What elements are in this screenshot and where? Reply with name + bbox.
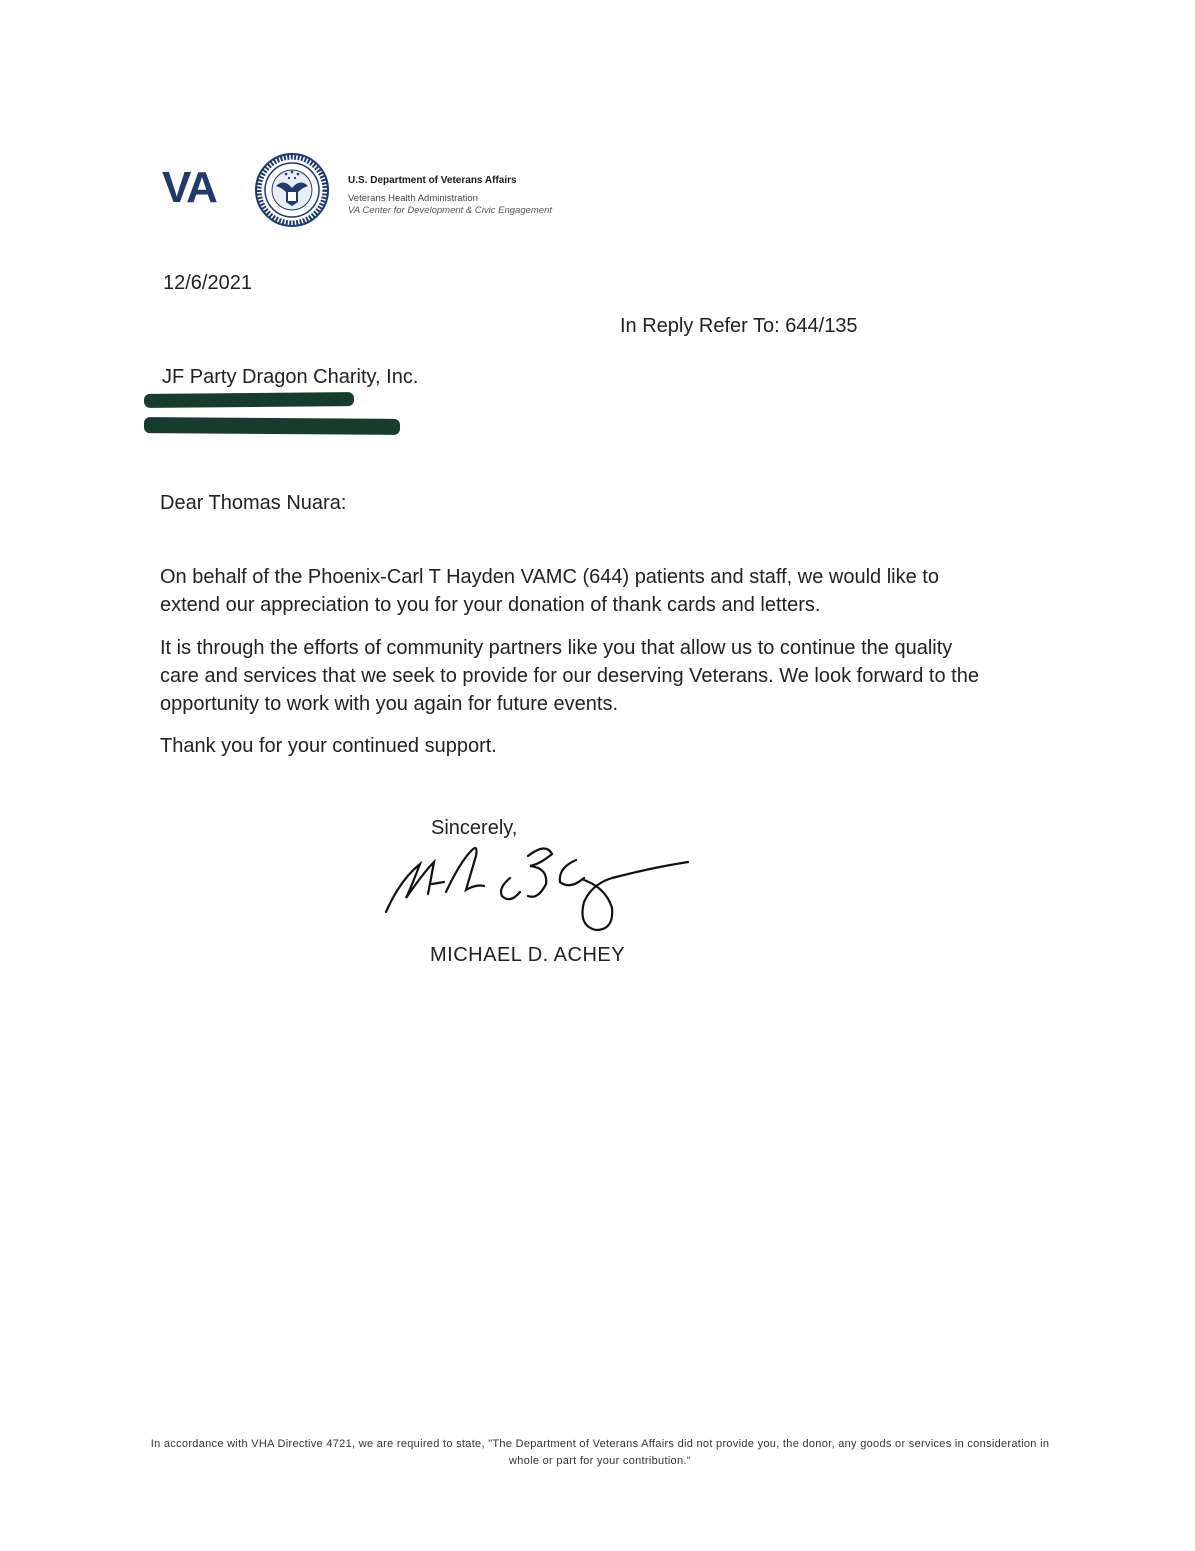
va-seal-icon: [254, 152, 330, 228]
department-name: U.S. Department of Veterans Affairs: [348, 175, 517, 186]
signature: [380, 832, 695, 942]
administration-name: Veterans Health Administration: [348, 193, 478, 204]
body-paragraph-1: On behalf of the Phoenix-Carl T Hayden VAMC (644) patients and staff, we would like to extend our appreciation to you for your donation of thank cards and letters.: [160, 566, 939, 616]
recipient-name: JF Party Dragon Charity, Inc.: [162, 366, 419, 388]
redacted-address-line-1: [144, 392, 354, 408]
reply-reference: In Reply Refer To: 644/135: [620, 315, 858, 337]
agency-block: [348, 174, 552, 218]
footer-disclaimer: In accordance with VHA Directive 4721, we are required to state, "The Department of Veterans Affairs did not provide you, the donor, any goods or services in consideration in whole or part for your contribution.": [150, 1438, 1050, 1467]
redacted-address-line-2: [144, 417, 400, 435]
va-logo: VA: [162, 163, 216, 212]
center-name: VA Center for Development & Civic Engagement: [348, 205, 552, 217]
body-paragraph-2: It is through the efforts of community partners like you that allow us to continue the quality care and services that we seek to provide for our deserving Veterans. We look forward to the opportunity to work with you again for future events.: [160, 637, 979, 715]
letter-date: 12/6/2021: [163, 272, 252, 294]
letterhead: [162, 152, 602, 232]
salutation: Dear Thomas Nuara:: [160, 492, 347, 514]
closing: Sincerely,: [431, 817, 518, 839]
body-paragraph-3: Thank you for your continued support.: [160, 735, 497, 757]
signer-name: MICHAEL D. ACHEY: [430, 944, 626, 966]
